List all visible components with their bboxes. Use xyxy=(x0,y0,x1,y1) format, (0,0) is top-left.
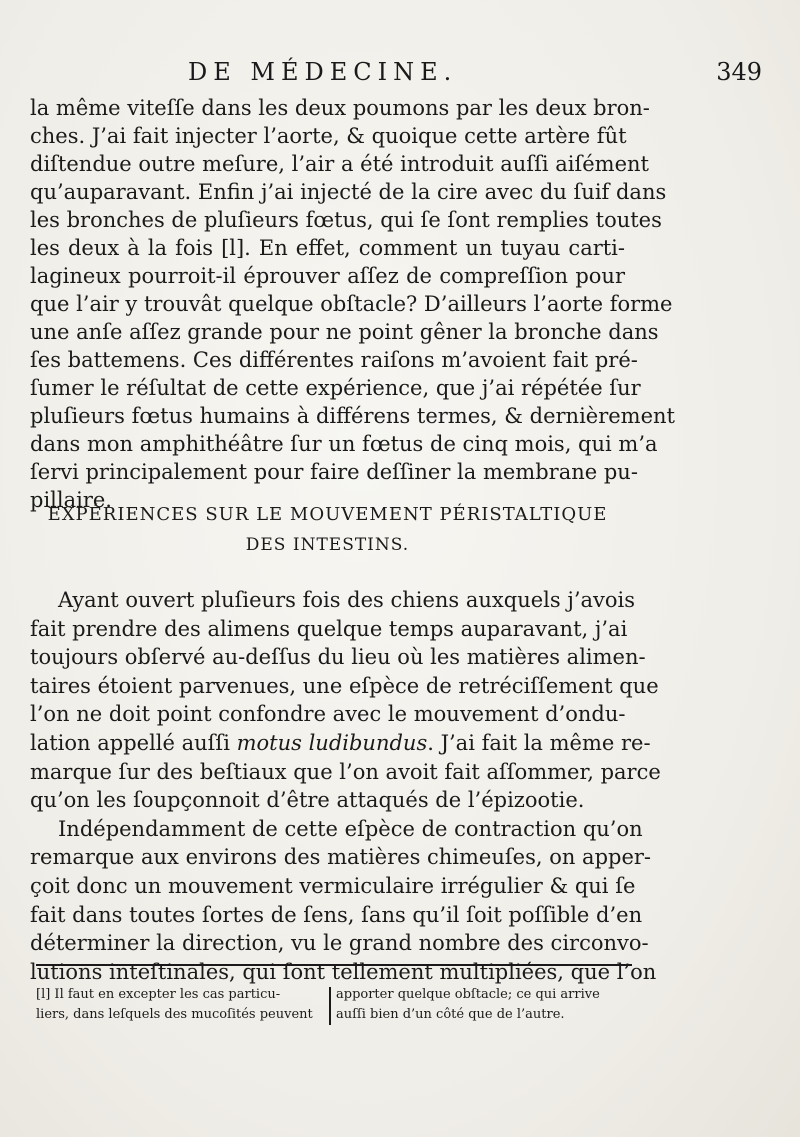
paragraph-1 xyxy=(30,94,675,514)
text-line: marque ſur des beſtiaux que l’on avoit fait aſſommer, parce xyxy=(30,759,661,784)
footnote-rule xyxy=(36,964,632,966)
text-line-with-italic xyxy=(30,729,651,758)
text-line: pillaire. xyxy=(30,488,112,512)
text-line: les deux à la fois [l]. En effet, comment un tuyau carti- xyxy=(30,236,625,260)
text-line: une anſe aſſez grande pour ne point gêner la bronche dans xyxy=(30,320,659,344)
text-line: ſes battemens. Ces différentes raiſons m’avoient fait pré- xyxy=(30,348,638,372)
footnote-column-divider xyxy=(329,987,331,1025)
text-line: ſervi principalement pour faire deſſiner la membrane pu- xyxy=(30,460,638,484)
text-line: que l’air y trouvât quelque obſtacle? D’ailleurs l’aorte forme xyxy=(30,292,673,316)
text-line: déterminer la direction, vu le grand nombre des circonvo- xyxy=(30,931,649,956)
text-fragment: lation appellé auſſi xyxy=(30,730,230,755)
text-line: fait dans toutes ſortes de ſens, ſans qu’il ſoit poſſible d’en xyxy=(30,902,643,927)
text-line: çoit donc un mouvement vermiculaire irrégulier & qui ſe xyxy=(30,873,636,898)
section-heading-line-2: DES INTESTINS. xyxy=(245,535,410,555)
text-line: la même viteſſe dans les deux poumons par les deux bron- xyxy=(30,96,650,120)
text-line: toujours obſervé au-deſſus du lieu où les matières alimen- xyxy=(30,645,646,670)
footnote-left-column xyxy=(36,985,326,1025)
section-heading xyxy=(30,500,625,560)
text-line: Ayant ouvert pluſieurs fois des chiens auxquels j’avois xyxy=(58,588,636,612)
footnote-line: auſſi bien d’un côté que de l’autre. xyxy=(336,1007,565,1022)
text-line: les bronches de pluſieurs fœtus, qui ſe ſont remplies toutes xyxy=(30,208,662,232)
footnote-line: [l] Il faut en excepter les cas particu- xyxy=(36,987,281,1002)
text-line: taires étoient parvenues, une eſpèce de retréciſſement que xyxy=(30,673,659,698)
text-line: diſtendue outre meſure, l’air a été introduit auſſi aiſément xyxy=(30,152,649,176)
text-line: ches. J’ai fait injecter l’aorte, & quoique cette artère fût xyxy=(30,124,627,148)
page-number: 349 xyxy=(716,58,762,86)
paragraphs-2-3 xyxy=(30,586,661,986)
footnote-line: apporter quelque obſtacle; ce qui arrive xyxy=(336,987,600,1002)
running-title: DE MÉDECINE. xyxy=(188,58,458,86)
text-line: lagineux pourroit-il éprouver aſſez de compreſſion pour xyxy=(30,264,625,288)
footnote-right-column xyxy=(336,985,636,1025)
text-line: qu’auparavant. Enfin j’ai injecté de la cire avec du ſuif dans xyxy=(30,180,667,204)
text-line: remarque aux environs des matières chimeuſes, on apper- xyxy=(30,845,652,870)
text-line: dans mon amphithéâtre ſur un fœtus de cinq mois, qui m’a xyxy=(30,432,658,456)
text-fragment: . J’ai fait la même re- xyxy=(427,730,651,755)
text-line: l’on ne doit point confondre avec le mouvement d’ondu- xyxy=(30,702,626,727)
footnote-line: liers, dans leſquels des mucoſités peuvent xyxy=(36,1007,313,1022)
text-line: pluſieurs fœtus humains à différens termes, & dernièrement xyxy=(30,404,675,428)
text-line: qu’on les ſoupçonnoit d’être attaqués de l’épizootie. xyxy=(30,788,585,813)
section-heading-line-1: EXPÉRIENCES SUR LE MOUVEMENT PÉRISTALTIQUE xyxy=(47,504,608,525)
italic-term: motus ludibundus xyxy=(236,730,428,755)
running-head xyxy=(188,58,762,94)
text-line: ſumer le réſultat de cette expérience, que j’ai répétée ſur xyxy=(30,376,641,400)
text-line: fait prendre des alimens quelque temps auparavant, j’ai xyxy=(30,616,628,641)
text-line: lutions inteſtinales, qui ſont tellement multipliées, que l’on xyxy=(30,959,657,984)
text-line: Indépendamment de cette eſpèce de contraction qu’on xyxy=(58,816,643,841)
